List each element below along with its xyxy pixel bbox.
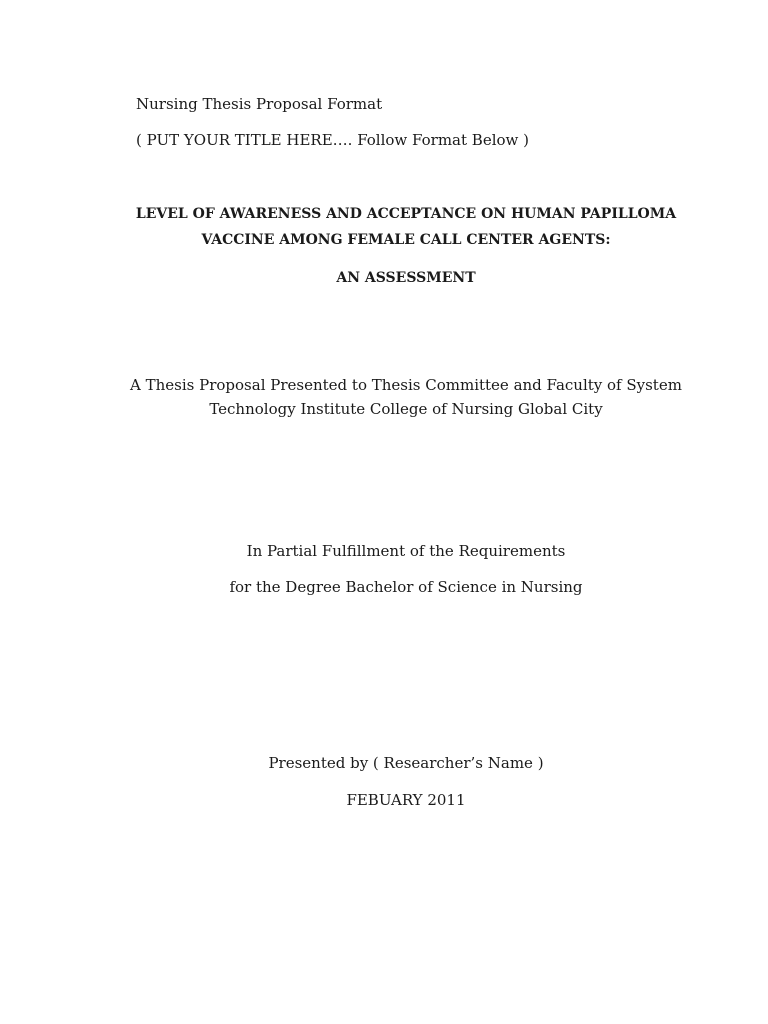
title-instruction: ( PUT YOUR TITLE HERE…. Follow Format Below ) bbox=[136, 131, 529, 149]
submission-date: FEBUARY 2011 bbox=[346, 791, 466, 809]
thesis-subtitle: AN ASSESSMENT bbox=[336, 270, 476, 286]
presentation-line-1: A Thesis Proposal Presented to Thesis Committee and Faculty of System bbox=[130, 376, 682, 394]
format-label: Nursing Thesis Proposal Format bbox=[136, 95, 383, 113]
thesis-title-line-1: LEVEL OF AWARENESS AND ACCEPTANCE ON HUMAN PAPILLOMA bbox=[135, 206, 677, 222]
fulfillment-line-2: for the Degree Bachelor of Science in Nursing bbox=[229, 578, 583, 596]
fulfillment-line-1: In Partial Fulfillment of the Requirements bbox=[246, 542, 566, 560]
presentation-line-2: Technology Institute College of Nursing Global City bbox=[209, 400, 603, 418]
thesis-title-line-2: VACCINE AMONG FEMALE CALL CENTER AGENTS: bbox=[201, 232, 611, 248]
presented-by: Presented by ( Researcher’s Name ) bbox=[268, 754, 544, 772]
